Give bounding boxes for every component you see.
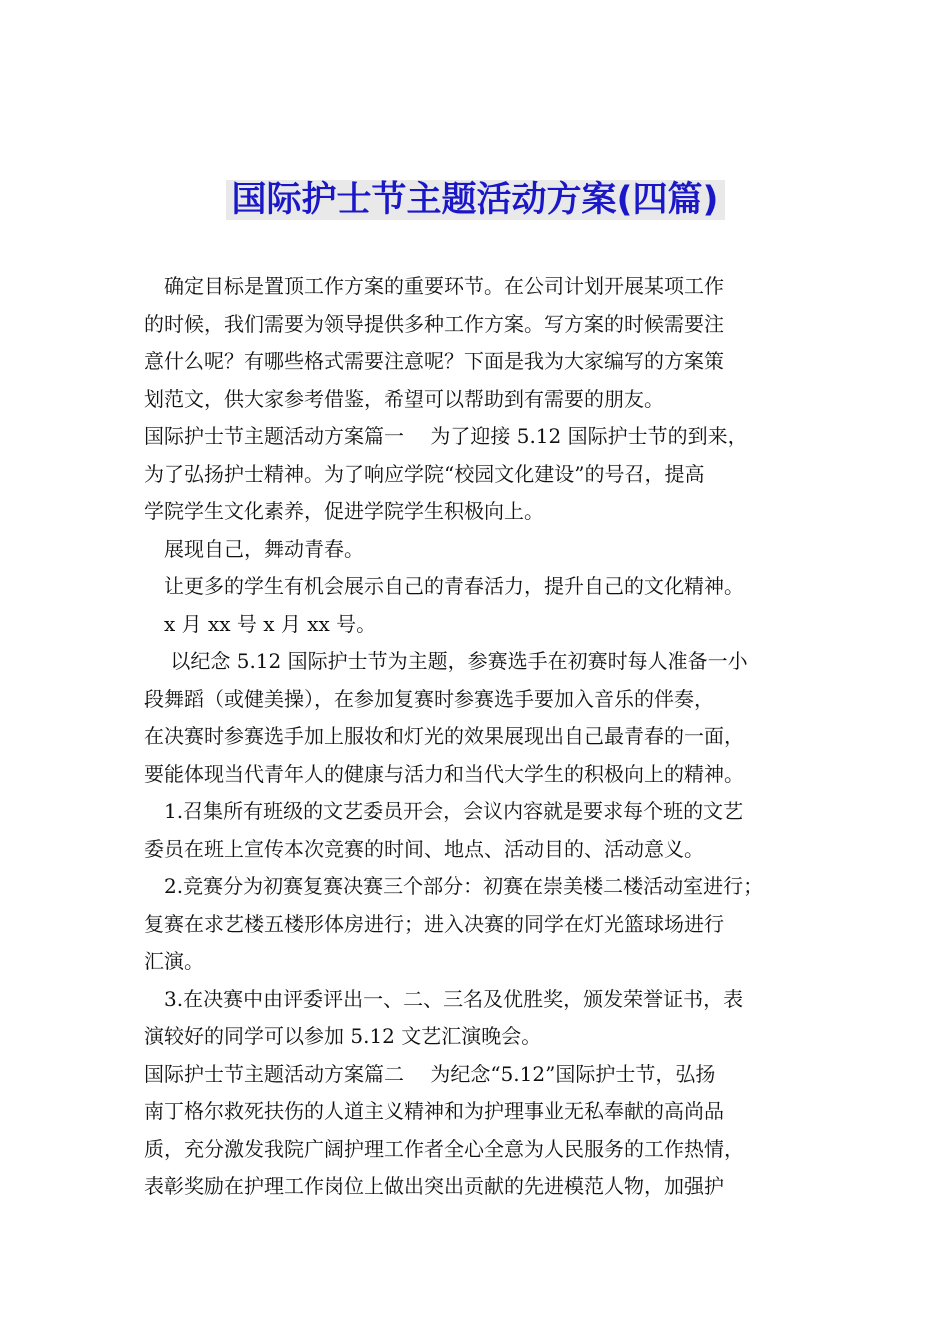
body-line: 2.竞赛分为初赛复赛决赛三个部分：初赛在崇美楼二楼活动室进行； [144, 874, 764, 898]
body-line: x 月 xx 号 x 月 xx 号。 [144, 611, 377, 636]
body-line: 学院学生文化素养，促进学院学生积极向上。 [144, 499, 544, 523]
document-title [0, 176, 950, 224]
body-line: 为了弘扬护士精神。为了响应学院“校园文化建设”的号召，提高 [144, 461, 705, 486]
body-line: 的时候，我们需要为领导提供多种工作方案。写方案的时候需要注 [144, 311, 724, 336]
body-line: 3.在决赛中由评委评出一、二、三名及优胜奖，颁发荣誉证书，表 [144, 986, 744, 1011]
body-line: 汇演。 [144, 949, 204, 973]
body-line: 意什么呢？有哪些格式需要注意呢？下面是我为大家编写的方案策 [144, 349, 724, 373]
body-line: 划范文，供大家参考借鉴，希望可以帮助到有需要的朋友。 [144, 386, 664, 411]
body-line: 以纪念 5.12 国际护士节为主题，参赛选手在初赛时每人准备一小 [144, 649, 748, 673]
body-line: 南丁格尔救死扶伤的人道主义精神和为护理事业无私奉献的高尚品 [144, 1099, 724, 1123]
body-line: 让更多的学生有机会展示自己的青春活力，提升自己的文化精神。 [144, 574, 744, 598]
body-line: 国际护士节主题活动方案篇一 为了迎接 5.12 国际护士节的到来， [144, 424, 748, 448]
body-line: 表彰奖励在护理工作岗位上做出突出贡献的先进模范人物，加强护 [144, 1174, 724, 1198]
body-line: 要能体现当代青年人的健康与活力和当代大学生的积极向上的精神。 [144, 761, 744, 786]
document-title-text: 国际护士节主题活动方案(四篇) [226, 180, 725, 220]
body-line: 国际护士节主题活动方案篇二 为纪念“5.12”国际护士节，弘扬 [144, 1061, 716, 1086]
body-line: 质，充分激发我院广阔护理工作者全心全意为人民服务的工作热情， [144, 1136, 744, 1161]
body-line: 1.召集所有班级的文艺委员开会，会议内容就是要求每个班的文艺 [144, 799, 744, 823]
body-line: 展现自己，舞动青春。 [144, 536, 364, 561]
body-line: 在决赛时参赛选手加上服妆和灯光的效果展现出自己最青春的一面， [144, 724, 744, 748]
body-line: 委员在班上宣传本次竞赛的时间、地点、活动目的、活动意义。 [144, 836, 704, 861]
body-line: 段舞蹈（或健美操），在参加复赛时参赛选手要加入音乐的伴奏， [144, 686, 714, 711]
document-body [144, 268, 820, 1206]
body-line: 确定目标是置顶工作方案的重要环节。在公司计划开展某项工作 [144, 274, 724, 298]
body-line: 复赛在求艺楼五楼形体房进行；进入决赛的同学在灯光篮球场进行 [144, 911, 724, 936]
body-line: 演较好的同学可以参加 5.12 文艺汇演晚会。 [144, 1024, 542, 1048]
